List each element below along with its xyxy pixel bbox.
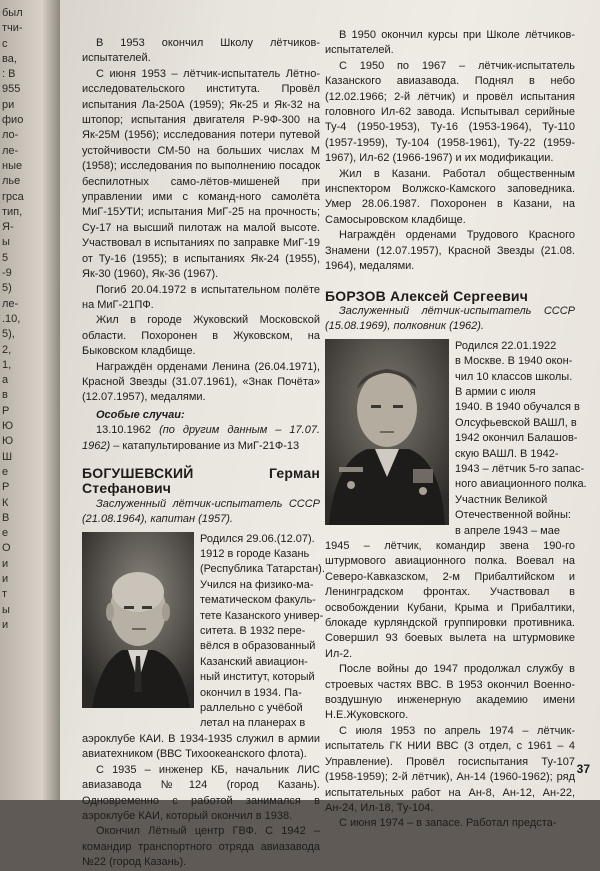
facing-page-fragment: Я- [2,221,14,234]
facing-page-fragment: е [2,465,9,478]
beside-photo-line: ного авиационного полка. [455,478,587,491]
beside-photo-line: В армии с июля [455,385,536,398]
person-heading-bogushevsky: БОГУШЕВСКИЙ Герман Стефанович [82,464,320,497]
facing-page-fragment: е [2,527,9,540]
facing-page-fragment: а [2,374,9,387]
facing-page-fragment: ри [2,98,15,111]
facing-page-fragment: Ю [2,435,14,448]
column-left [82,36,325,871]
paragraph: После войны до 1947 продолжал службу в строевых частях ВВС. В 1953 окончил Военно-воздушную инженерную академию имени Н.Е.Жуковского. [325,663,575,722]
paragraph: Жил в городе Жуковский Московской области. Похоронен в Жуковском, на Быковском кладбище. [82,314,320,358]
portrait-photo-bogushevsky [82,532,194,708]
beside-photo-line: тете Казанского универ- [200,609,324,622]
beside-photo-line: Участник Великой [455,493,548,506]
facing-page-fragment: В [2,511,10,524]
special-date: 13.10.1962 [96,424,152,437]
paragraph: В 1950 окончил курсы при Школе лётчиков-испытателей. [325,29,575,57]
facing-page-fragment: 955 [2,83,21,96]
facing-page-fragment: был [2,7,23,19]
beside-photo-line: (Республика Татарстан). [200,563,325,576]
facing-page-fragment: -9 [2,267,12,280]
paragraph: С июля 1953 по апрель 1974 – лётчик-испытатель ГК НИИ ВВС (3 отдел, с 1961 – 4 Управление). Провёл госиспытания Ту-107 (1958-1959); 2-й лётчик), Ан-14 (1960-1962); ряд испытательных работ на Ан-8, Ан-12, Ан-22, Ан-24, Ил-18, Ту-104. [325,724,575,814]
facing-page-fragment: ы [2,603,10,616]
facing-page-fragment: т [2,588,8,601]
beside-photo-line: чил 10 классов школы. [455,370,573,383]
facing-page-fragment: и [2,572,9,585]
facing-page-fragment: и [2,557,9,570]
beside-photo-line: в Москве. В 1940 окон- [455,355,573,368]
portrait-photo-borzov [325,339,449,525]
portrait-illustration [82,532,194,708]
facing-page-fragment: 2, [2,343,12,356]
facing-page-text-fragments [0,0,60,633]
facing-page-fragment: грса [2,190,24,203]
facing-page-fragment: Ю [2,420,14,433]
paragraph: Жил в Казани. Работал общественным инспектором Волжско-Камского заповедника. Умер 28.06.1987. Похоронен в Казани, на Самосыровском кладбище. [325,167,575,226]
book-page [60,0,600,869]
facing-page-edge [0,0,60,800]
paragraph: Награждён орденами Ленина (26.04.1971), Красной Звезды (31.07.1961), «Знак Почёта» (12.07.1957), медалями. [82,360,320,404]
facing-page-fragment: фио [2,114,24,127]
beside-photo-line: ситета. В 1932 пере- [200,625,306,638]
facing-page-fragment: 5) [2,282,12,295]
beside-photo-line: Казанский авиацион- [200,655,308,668]
person-title: Заслуженный лётчик-испытатель СССР (21.08.1964), капитан (1957). [82,497,320,526]
facing-page-fragment: ле- [2,144,19,157]
facing-page-fragment: 1, [2,358,12,371]
paragraph: 1945 – лётчик, командир звена 190-го штурмового авиационного полка. Воевал на Северо-Кавказском, 2-м Прибалтийском и Ленинградском фронтах. Участвовал в освобождении Кубани, Крыма и Прибалтики, блокаде курляндской группировки противника. Совершил 93 боевых вылета на штурмовике Ил-2. [325,540,575,660]
facing-page-fragment: Р [2,481,10,494]
special-cases-text [82,423,320,454]
beside-photo-line: 1943 – лётчик 5-го запас- [455,462,585,475]
facing-page-fragment: тип, [2,205,23,218]
portrait-illustration [325,339,449,525]
paragraph: В 1953 окончил Школу лётчиков-испытателей. [82,37,320,65]
facing-page-fragment: ы [2,236,10,249]
beside-photo-line: раллельно с учёбой [200,702,303,715]
facing-page-fragment: ва, [2,52,17,65]
beside-photo-line: окончил в 1934. Па- [200,686,302,699]
special-note: (по другим данным – 17.07. 1962) [82,424,320,452]
facing-page-fragment: : В [2,68,16,81]
beside-photo-line: в апреле 1943 – мае [455,524,560,537]
beside-photo-line: летал на планерах в [200,717,306,730]
beside-photo-line: вёлся в образованный [200,640,316,653]
beside-photo-line: 1940. В 1940 обучался в [455,401,580,414]
person-heading-borzov: БОРЗОВ Алексей Сергеевич [325,287,529,304]
facing-page-fragment: .10, [2,312,21,325]
paragraph: С 1950 по 1967 – лётчик-испытатель Казанского авиазавода. Поднял в небо (12.02.1966; 2-й лётчик) и провёл испытания головного Ил-62 завода. Испытывал серийные Ту-4 (1950-1953), Ту-16 (1953-1964), Ту-110 (1957-1959), Ту-104 (1958-1961), Ту-22 (1959-1967), Ил-62 (1966-1967) и их модификации. [325,59,575,165]
beside-photo-line: 1942 окончил Балашов- [455,432,578,445]
paragraph: С 1935 – инженер КБ, начальник ЛИС авиазавода №124 (город Казань). Одновременно с работой занимался в аэроклубе КАИ, который окончил в 1938. [82,763,320,822]
beside-photo-line: ный институт, который [200,671,315,684]
text-beside-photo [200,532,325,732]
facing-page-fragment: О [2,542,11,555]
facing-page-fragment: Ш [2,450,13,463]
paragraph: Погиб 20.04.1972 в испытательном полёте на МиГ-21ПФ. [82,283,320,311]
facing-page-fragment: Р [2,404,10,417]
beside-photo-line: тематическом факуль- [200,594,316,607]
paragraph: С июня 1953 – лётчик-испытатель Лётно-исследовательского института. Провёл испытания Ла-250А (1959); Як-25 и Як-32 на штопор; испытания двигателя Р-9Ф-300 на Як-25М (1956); исследования потери путевой устойчивости СМ-50 на больших числах М (1958); исследования по выполнению посадок беспилотных само-лётов-мишеней при управлении ими с команд-ного самолёта МиГ-15УТИ; испытания МиГ-25 на прочность; Су-17 на высший пилотаж на малой высоте. Участвовал в испытаниях по заправке МиГ-19 от Ту-16 (1955); в испытаниях Як-24 (1955), Як-30 (1960), Як-36 (1967). [82,67,320,281]
facing-page-fragment: с [2,37,8,50]
beside-photo-line: скую ВАШЛ. В 1942- [455,447,559,460]
paragraph: Награждён орденами Трудового Красного Знамени (12.07.1957), Красной Звезды (21.08. 1964), медалями. [325,229,575,273]
special-cases-label: Особые случаи: [96,408,185,421]
facing-page-fragment: лье [2,175,21,188]
beside-photo-line: Родился 29.06.(12.07). [200,532,315,545]
beside-photo-line: Отечественной войны: [455,509,571,522]
beside-photo-line: 1912 в городе Казань [200,548,310,560]
paragraph: Окончил Лётный центр ГВФ. С 1942 – командир транспортного отряда авиазавода №22 (город Казань). [82,825,320,869]
facing-page-fragment: К [2,496,9,509]
beside-photo-line: Учился на физико-ма- [200,578,314,591]
special-rest: – катапультирование из МиГ-21Ф-13 [113,439,300,452]
facing-page-fragment: 5), [2,328,15,341]
photo-block [325,339,587,539]
person-title: Заслуженный лётчик-испытатель СССР (15.08.1969), полковник (1962). [325,304,575,333]
facing-page-fragment: ло- [2,129,19,142]
facing-page-fragment: 5 [2,251,9,264]
facing-page-fragment: ле- [2,297,19,310]
facing-page-fragment: и [2,618,9,631]
photo-block [82,532,325,732]
facing-page-fragment: в [2,389,8,402]
facing-page-fragment: тчи- [2,22,23,35]
paragraph: аэроклубе КАИ. В 1934-1935 служил в армии авиатехником (ВВС Тихоокеанского флота). [82,732,320,761]
beside-photo-line: Родился 22.01.1922 [455,339,557,352]
facing-page-fragment: ные [2,159,23,172]
paragraph: С июня 1974 – в запасе. Работал предста- [339,817,557,830]
beside-photo-line: Олсуфьевской ВАШЛ, в [455,416,577,429]
text-beside-photo [455,339,587,539]
page-number: 37 [576,762,590,776]
